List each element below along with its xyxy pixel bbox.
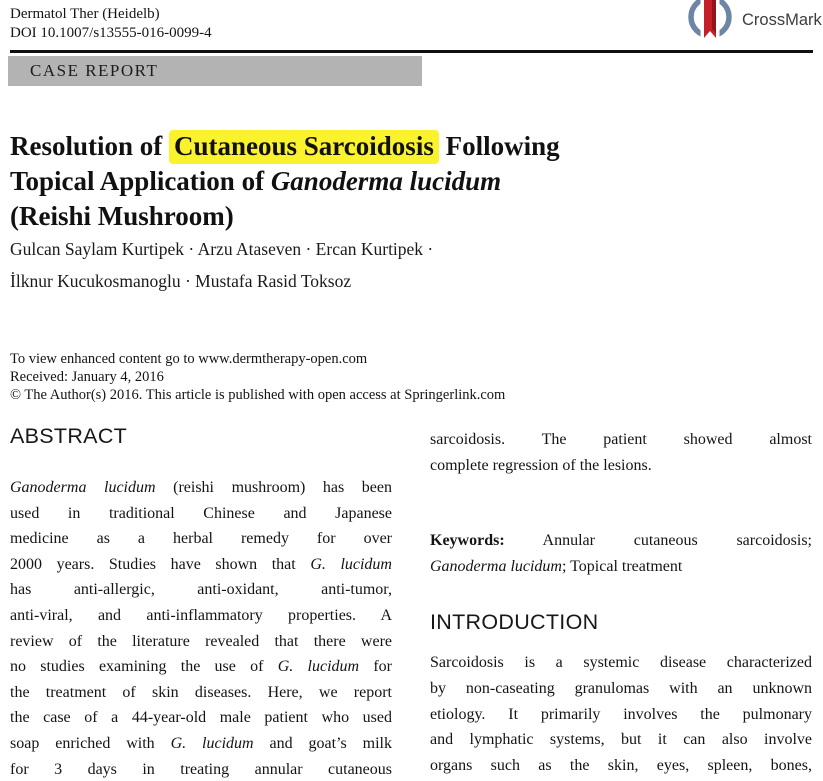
- author-list: Gulcan Saylam Kurtipek · Arzu Ataseven · Ercan Kurtipek · İlknur Kucukosmanoglu · Mustafa Rasid Toksoz: [10, 239, 434, 291]
- right-column: [430, 424, 812, 781]
- article-type-banner: [8, 56, 422, 86]
- abstract-heading: ABSTRACT: [10, 424, 128, 448]
- journal-doi: DOI 10.1007/s13555-016-0099-4: [10, 25, 212, 41]
- introduction-heading: INTRODUCTION: [430, 610, 599, 635]
- journal-name: Dermatol Ther (Heidelb): [10, 6, 160, 22]
- article-meta: To view enhanced content go to www.dermtherapy-open.com Received: January 4, 2016 © The Author(s) 2016. This article is published with open access at Springerlink.com: [10, 351, 506, 403]
- crossmark-icon: [686, 0, 734, 45]
- header-divider: [10, 50, 813, 53]
- left-column: [10, 424, 392, 781]
- two-column-body: [10, 424, 814, 781]
- journal-header: [10, 5, 212, 43]
- crossmark-label: CrossMark: [742, 11, 822, 29]
- keywords-paragraph: Keywords: Annular cutaneous sarcoidosis; Ganoderma lucidum; Topical treatment: [430, 532, 812, 575]
- abstract-paragraph-right: sarcoidosis. The patient showed almost complete regression of the lesions.: [430, 431, 812, 474]
- article-type-label: CASE REPORT: [30, 61, 159, 80]
- abstract-paragraph-left: Ganoderma lucidum (reishi mushroom) has been used in traditional Chinese and Japanese medicine as a herbal remedy for over 2000 years. Studies have shown that G. lucidum has anti-allergic, anti-oxidant, anti-tumor, anti-viral, and anti-inflammatory properties. A review of the literature revealed that there were no studies examining the use of G. lucidum for the treatment of skin diseases. Here, we report the case of a 44-year-old male patient who used soap enriched with G. lucidum and goat’s milk for 3 days in treating annular cutaneous: [10, 479, 393, 778]
- introduction-paragraph: Sarcoidosis is a systemic disease characterized by non-caseating granulomas with an unknown etiology. It primarily involves the pulmonary and lymphatic systems, but it can also involve organs such as the skin, eyes, spleen, bones,: [430, 654, 812, 774]
- article-title: Resolution of Cutaneous Sarcoidosis Following Topical Application of Ganoderma lucidum (Reishi Mushroom): [10, 131, 560, 232]
